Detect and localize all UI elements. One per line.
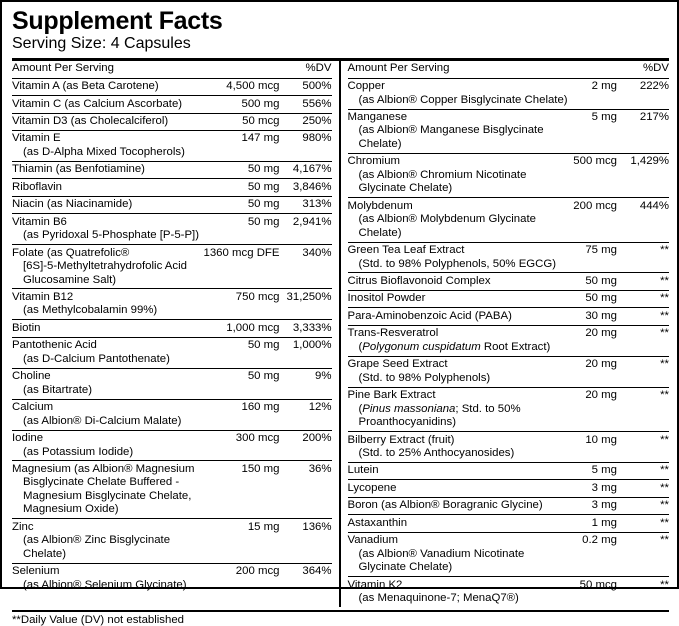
nutrient-name: Vitamin A (as Beta Carotene) — [12, 78, 204, 95]
nutrient-daily-value: ** — [617, 290, 669, 307]
table-row — [348, 242, 670, 273]
nutrient-source: (Pinus massoniana; Std. to 50% Proanthocyanidins) — [358, 402, 521, 429]
nutrient-daily-value: 2,941% — [280, 214, 332, 245]
nutrient-source: (as Albion® Vanadium Nicotinate Glycinate Chelate) — [358, 547, 525, 574]
nutrient-name: Chromium (as Albion® Chromium Nicotinate Glycinate Chelate) — [348, 153, 574, 197]
nutrient-name: Pine Bark Extract (Pinus massoniana; Std. to 50% Proanthocyanidins) — [348, 387, 574, 431]
nutrient-source: (as Pyridoxal 5-Phosphate [P-5-P]) — [23, 229, 199, 242]
nutrient-name: Bilberry Extract (fruit) (Std. to 25% Anthocyanosides) — [348, 432, 574, 463]
nutrient-name: Iodine (as Potassium Iodide) — [12, 430, 204, 461]
nutrient-daily-value: 1,000% — [280, 337, 332, 368]
nutrient-daily-value: ** — [617, 242, 669, 273]
nutrient-amount: 75 mg — [573, 242, 617, 273]
nutrient-source: (as Bitartrate) — [23, 383, 92, 396]
nutrient-name: Vitamin B12 (as Methylcobalamin 99%) — [12, 289, 204, 320]
nutrient-daily-value: 3,846% — [280, 179, 332, 196]
footnote: **Daily Value (DV) not established — [12, 610, 669, 626]
nutrient-daily-value: ** — [660, 578, 669, 591]
nutrient-daily-value: 3,333% — [280, 320, 332, 337]
table-row — [348, 480, 670, 497]
nutrient-amount: 20 mg — [573, 387, 617, 431]
table-header-row — [12, 61, 332, 78]
nutrient-amount: 30 mg — [573, 308, 617, 325]
nutrient-amount: 50 mg — [204, 161, 280, 178]
nutrient-name: Vanadium (as Albion® Vanadium Nicotinate Glycinate Chelate) — [348, 532, 574, 576]
nutrient-source: (Std. to 98% Polyphenols) — [358, 371, 491, 384]
nutrient-daily-value: ** — [617, 325, 669, 356]
table-row — [348, 290, 670, 307]
nutrient-amount: 50 mg — [204, 214, 280, 245]
table-row — [12, 320, 332, 337]
nutrient-source: (as D-Calcium Pantothenate) — [23, 352, 170, 365]
nutrient-amount: 150 mg — [204, 461, 280, 519]
table-row — [348, 387, 670, 431]
nutrient-amount: 500 mcg — [573, 153, 617, 197]
nutrient-source: (as Albion® Copper Bisglycinate Chelate) — [358, 93, 568, 106]
nutrient-name: Pantothenic Acid (as D-Calcium Pantothenate) — [12, 337, 204, 368]
column-header-spacer — [573, 61, 617, 78]
nutrient-amount: 5 mg — [573, 462, 617, 479]
nutrient-daily-value: 136% — [280, 519, 332, 563]
left-table-body — [12, 61, 332, 594]
table-row — [12, 113, 332, 130]
nutrient-daily-value: ** — [617, 480, 669, 497]
table-row — [12, 337, 332, 368]
nutrient-daily-value: 200% — [280, 430, 332, 461]
nutrient-daily-value: ** — [617, 532, 669, 576]
nutrient-daily-value: 36% — [280, 461, 332, 519]
nutrient-name: Lycopene — [348, 480, 574, 497]
nutrient-source: (as Albion® Zinc Bisglycinate Chelate) — [23, 534, 171, 560]
nutrient-name: Copper (as Albion® Copper Bisglycinate Chelate) — [348, 78, 574, 109]
nutrient-daily-value: ** — [617, 308, 669, 325]
nutrient-daily-value: 217% — [617, 109, 669, 153]
nutrient-daily-value: ** — [617, 462, 669, 479]
table-row — [12, 289, 332, 320]
nutrient-amount: 200 mcg — [573, 198, 617, 242]
nutrient-amount: 1,000 mcg — [204, 320, 280, 337]
table-row — [348, 153, 670, 197]
nutrient-source: (as Albion® Di-Calcium Malate) — [23, 414, 182, 427]
table-row — [12, 130, 332, 161]
table-row — [12, 563, 332, 593]
column-header-spacer — [204, 61, 280, 78]
nutrient-amount: 5 mg — [573, 109, 617, 153]
page-title: Supplement Facts — [12, 7, 223, 35]
nutrient-name: Folate (as Quatrefolic® [6S]-5-Methyltetrahydrofolic Acid Glucosamine Salt) — [12, 245, 204, 289]
table-row — [12, 430, 332, 461]
nutrient-daily-value: 222% — [617, 78, 669, 109]
table-row — [12, 245, 332, 289]
nutrient-amount: 0.2 mg — [573, 532, 617, 576]
table-row — [12, 519, 332, 563]
table-row — [348, 462, 670, 479]
nutrient-name: Calcium (as Albion® Di-Calcium Malate) — [12, 399, 204, 430]
nutrient-amount: 750 mcg — [204, 289, 280, 320]
nutrient-amount: 50 mcg — [579, 578, 617, 591]
table-row — [12, 196, 332, 213]
latin-name: Pinus massoniana — [362, 402, 456, 415]
table-header-row — [348, 61, 670, 78]
nutrient-source: (as D-Alpha Mixed Tocopherols) — [23, 145, 185, 158]
serving-size: Serving Size: 4 Capsules — [12, 35, 191, 53]
nutrient-source: (Std. to 25% Anthocyanosides) — [358, 446, 515, 459]
nutrient-amount: 50 mg — [204, 368, 280, 399]
nutrient-daily-value: 9% — [280, 368, 332, 399]
nutrient-amount: 20 mg — [573, 356, 617, 387]
table-row — [12, 214, 332, 245]
table-row — [12, 78, 332, 95]
table-row — [12, 161, 332, 178]
table-row — [12, 96, 332, 113]
nutrient-amount: 50 mg — [204, 196, 280, 213]
nutrient-amount: 20 mg — [573, 325, 617, 356]
nutrient-name: Thiamin (as Benfotiamine) — [12, 161, 204, 178]
nutrient-amount: 4,500 mcg — [204, 78, 280, 95]
nutrient-daily-value: 4,167% — [280, 161, 332, 178]
table-row — [348, 273, 670, 290]
table-row — [348, 78, 670, 109]
nutrient-name: Vitamin K2 (as Menaquinone-7; MenaQ7®) — [348, 577, 574, 607]
nutrient-name: Green Tea Leaf Extract (Std. to 98% Polyphenols, 50% EGCG) — [348, 242, 574, 273]
nutrient-name: Biotin — [12, 320, 204, 337]
column-header-amount: Amount Per Serving — [348, 61, 574, 78]
table-row — [12, 399, 332, 430]
nutrient-daily-value: 556% — [280, 96, 332, 113]
nutrient-source: (as Menaquinone-7; MenaQ7®) — [358, 592, 519, 605]
nutrient-daily-value: 364% — [302, 565, 332, 578]
nutrient-amount: 3 mg — [573, 497, 617, 514]
column-header-amount: Amount Per Serving — [12, 61, 204, 78]
nutrient-amount: 1 mg — [573, 515, 617, 532]
nutrient-source: [6S]-5-Methyltetrahydrofolic Acid Glucosamine Salt) — [23, 260, 187, 286]
right-table-body — [348, 61, 670, 607]
table-row — [12, 461, 332, 519]
table-row — [348, 497, 670, 514]
nutrient-name: Para-Aminobenzoic Acid (PABA) — [348, 308, 574, 325]
table-row — [348, 356, 670, 387]
nutrient-daily-value: 12% — [280, 399, 332, 430]
facts-columns — [12, 61, 669, 607]
nutrient-amount: 3 mg — [573, 480, 617, 497]
column-header-dv: %DV — [617, 61, 669, 78]
nutrient-name: Vitamin D3 (as Cholecalciferol) — [12, 113, 204, 130]
nutrient-name: Boron (as Albion® Boragranic Glycine) — [348, 497, 574, 514]
nutrient-source: Bisglycinate Chelate Buffered - Magnesium Bisglycinate Chelate, Magnesium Oxide) — [23, 476, 192, 516]
nutrient-source: (Polygonum cuspidatum Root Extract) — [358, 340, 551, 353]
table-row — [12, 179, 332, 196]
nutrient-name: Astaxanthin — [348, 515, 574, 532]
nutrient-daily-value: 340% — [280, 245, 332, 289]
nutrient-amount: 200 mcg — [235, 565, 280, 578]
nutrient-daily-value: 500% — [280, 78, 332, 95]
nutrient-source: (as Albion® Selenium Glycinate) — [23, 578, 187, 591]
nutrient-name: Inositol Powder — [348, 290, 574, 307]
nutrient-daily-value: 444% — [617, 198, 669, 242]
nutrient-amount: 500 mg — [204, 96, 280, 113]
nutrient-amount: 10 mg — [573, 432, 617, 463]
nutrient-source: (as Methylcobalamin 99%) — [23, 304, 158, 317]
nutrient-amount: 1360 mcg DFE — [204, 245, 280, 289]
nutrient-name: Manganese (as Albion® Manganese Bisglycinate Chelate) — [348, 109, 574, 153]
table-row — [348, 532, 670, 576]
table-row — [348, 577, 670, 607]
nutrient-daily-value: ** — [617, 515, 669, 532]
right-nutrient-table — [348, 61, 670, 607]
left-nutrient-table — [12, 61, 332, 594]
nutrient-daily-value: ** — [617, 497, 669, 514]
nutrient-daily-value: ** — [617, 387, 669, 431]
nutrient-amount: 50 mcg — [204, 113, 280, 130]
nutrient-daily-value: 1,429% — [617, 153, 669, 197]
nutrient-amount: 15 mg — [204, 519, 280, 563]
nutrient-daily-value: ** — [617, 356, 669, 387]
table-row — [12, 368, 332, 399]
nutrient-source: (as Albion® Manganese Bisglycinate Chelate) — [358, 124, 544, 150]
nutrient-name: Selenium (as Albion® Selenium Glycinate) — [12, 563, 204, 593]
nutrient-name: Grape Seed Extract (Std. to 98% Polyphenols) — [348, 356, 574, 387]
nutrient-source: (Std. to 98% Polyphenols, 50% EGCG) — [358, 257, 557, 270]
table-row — [348, 198, 670, 242]
table-row — [348, 432, 670, 463]
nutrient-name: Lutein — [348, 462, 574, 479]
nutrient-name: Vitamin E (as D-Alpha Mixed Tocopherols) — [12, 130, 204, 161]
table-row — [348, 109, 670, 153]
nutrient-amount: 50 mg — [573, 273, 617, 290]
nutrient-amount: 160 mg — [204, 399, 280, 430]
nutrient-amount: 50 mg — [573, 290, 617, 307]
nutrient-daily-value: 250% — [280, 113, 332, 130]
nutrient-daily-value: 980% — [280, 130, 332, 161]
nutrient-amount: 50 mg — [204, 179, 280, 196]
nutrient-daily-value: ** — [617, 273, 669, 290]
nutrient-amount: 50 mg — [204, 337, 280, 368]
table-row — [348, 308, 670, 325]
nutrient-amount: 2 mg — [573, 78, 617, 109]
nutrient-amount: 147 mg — [204, 130, 280, 161]
nutrient-name: Citrus Bioflavonoid Complex — [348, 273, 574, 290]
nutrient-name: Niacin (as Niacinamide) — [12, 196, 204, 213]
nutrient-daily-value: ** — [617, 432, 669, 463]
nutrient-name: Riboflavin — [12, 179, 204, 196]
nutrient-name: Choline (as Bitartrate) — [12, 368, 204, 399]
nutrient-amount: 300 mcg — [204, 430, 280, 461]
nutrient-source: (as Potassium Iodide) — [23, 445, 134, 458]
right-column — [341, 61, 670, 607]
nutrient-daily-value: 31,250% — [280, 289, 332, 320]
table-row — [348, 515, 670, 532]
nutrient-source: (as Albion® Molybdenum Glycinate Chelate) — [358, 213, 536, 239]
table-row — [348, 325, 670, 356]
left-column — [12, 61, 341, 607]
nutrient-name: Vitamin B6 (as Pyridoxal 5-Phosphate [P-5-P]) — [12, 214, 204, 245]
nutrient-name: Magnesium (as Albion® Magnesium Bisglycinate Chelate Buffered - Magnesium Bisglycinate Chelate, Magnesium Oxide) — [12, 461, 204, 519]
nutrient-source: (as Albion® Chromium Nicotinate Glycinate Chelate) — [358, 168, 527, 195]
nutrient-name: Vitamin C (as Calcium Ascorbate) — [12, 96, 204, 113]
column-header-dv: %DV — [280, 61, 332, 78]
nutrient-daily-value: 313% — [280, 196, 332, 213]
latin-name: Polygonum cuspidatum — [362, 340, 481, 353]
nutrient-name: Zinc (as Albion® Zinc Bisglycinate Chelate) — [12, 519, 204, 563]
nutrient-name: Trans-Resveratrol (Polygonum cuspidatum Root Extract) — [348, 325, 574, 356]
nutrient-name: Molybdenum (as Albion® Molybdenum Glycinate Chelate) — [348, 198, 574, 242]
